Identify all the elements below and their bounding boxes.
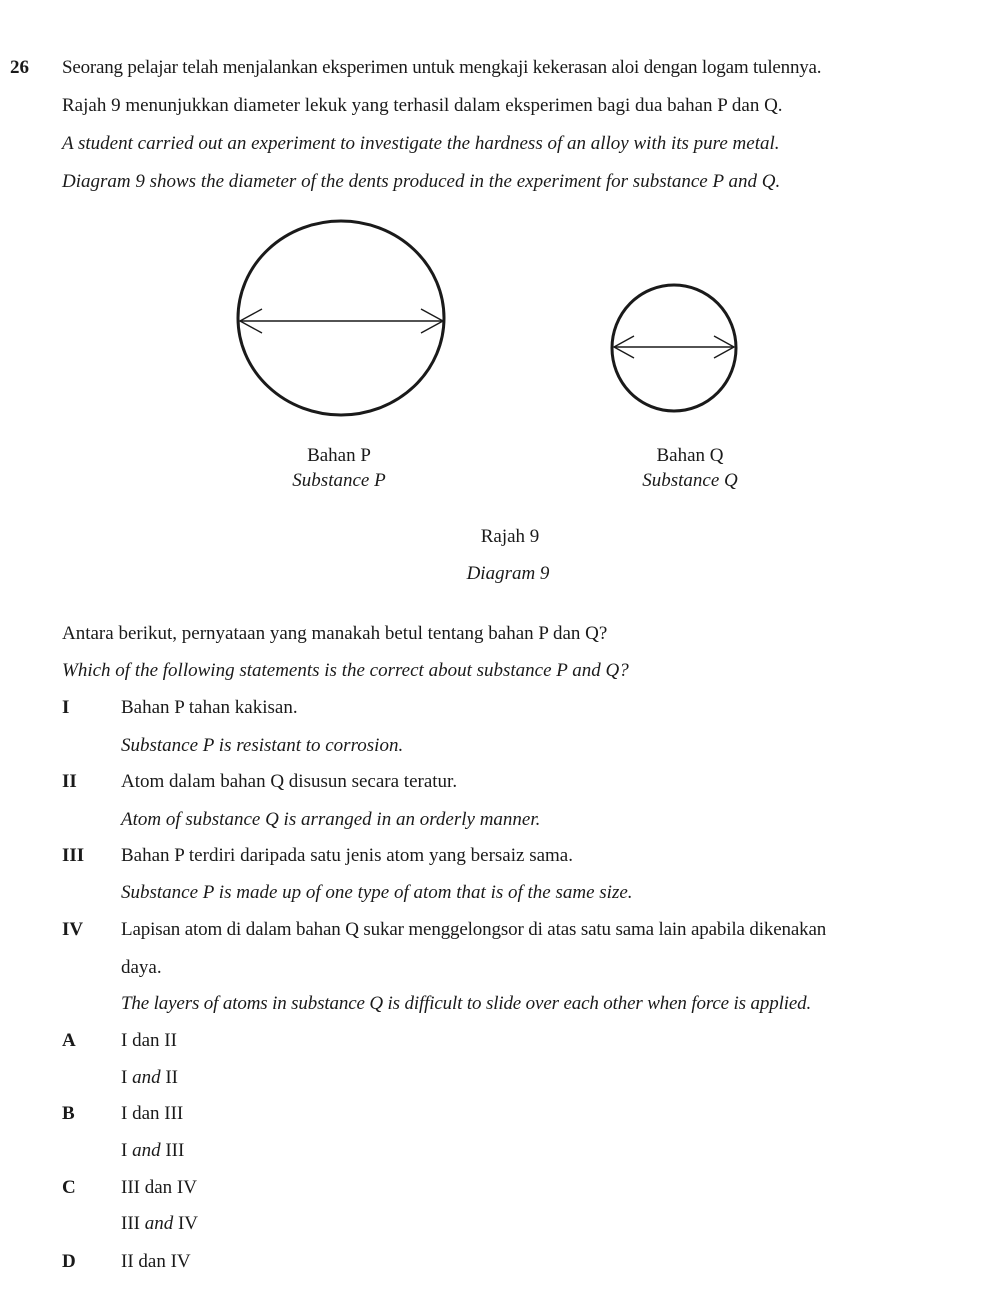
option-english	[121, 1067, 178, 1089]
statement-english: Substance P is resistant to corrosion.	[121, 735, 404, 756]
option-letter: A	[62, 1030, 76, 1051]
prompt-english: Which of the following statements is the correct about substance P and Q?	[62, 660, 629, 681]
option-letter: D	[62, 1251, 76, 1272]
dent-q-circle	[612, 285, 736, 411]
statement-number: I	[62, 697, 70, 718]
option-english-part: III	[121, 1213, 145, 1234]
question-text-malay-2: Rajah 9 menunjukkan diameter lekuk yang terhasil dalam eksperimen bagi dua bahan P dan Q.	[62, 95, 783, 116]
option-english-part: I	[121, 1140, 133, 1161]
option-english	[121, 1213, 198, 1235]
option-english-part: IV	[173, 1213, 199, 1234]
statement-malay: Lapisan atom di dalam bahan Q sukar menggelongsor di atas satu sama lain apabila dikenakan	[121, 919, 827, 940]
statement-malay: Bahan P tahan kakisan.	[121, 697, 298, 718]
option-english-part: I	[121, 1067, 133, 1088]
statement-number: III	[62, 845, 85, 866]
statement-number: II	[62, 771, 77, 792]
substance-p-label-malay: Bahan P	[307, 445, 371, 466]
option-letter: B	[62, 1103, 75, 1124]
dent-p-circle	[238, 221, 444, 415]
statement-number: IV	[62, 919, 84, 940]
prompt-malay: Antara berikut, pernyataan yang manakah betul tentang bahan P dan Q?	[62, 623, 608, 644]
option-english-part: III	[160, 1140, 185, 1161]
statement-malay: Atom dalam bahan Q disusun secara teratur.	[121, 771, 458, 792]
option-letter: C	[62, 1177, 76, 1198]
statement-english: The layers of atoms in substance Q is difficult to slide over each other when force is applied.	[121, 993, 812, 1014]
statement-english: Atom of substance Q is arranged in an orderly manner.	[121, 809, 541, 830]
diagram-caption-malay: Rajah 9	[480, 526, 540, 547]
option-english-and: and	[132, 1067, 161, 1088]
option-malay: III dan IV	[121, 1177, 197, 1198]
statement-malay-continued: daya.	[121, 957, 162, 978]
statement-english: Substance P is made up of one type of atom that is of the same size.	[121, 882, 633, 903]
option-english-and: and	[144, 1213, 174, 1234]
option-english	[121, 1140, 184, 1162]
dent-p-diameter-arrow	[240, 309, 443, 333]
question-text-english-1: A student carried out an experiment to investigate the hardness of an alloy with its pure metal.	[62, 133, 780, 154]
option-english-part: II	[160, 1067, 178, 1088]
option-malay: II dan IV	[121, 1251, 191, 1272]
substance-p-label-english: Substance P	[292, 470, 386, 491]
question-text-english-2: Diagram 9 shows the diameter of the dents produced in the experiment for substance P and Q.	[62, 171, 781, 192]
substance-q-label-malay: Bahan Q	[656, 445, 724, 466]
statement-malay: Bahan P terdiri daripada satu jenis atom yang bersaiz sama.	[121, 845, 573, 866]
diagram-caption-english: Diagram 9	[466, 563, 550, 584]
substance-q-label-english: Substance Q	[642, 470, 738, 491]
question-number: 26	[10, 57, 29, 78]
option-malay: I dan III	[121, 1103, 184, 1124]
question-text-malay-1: Seorang pelajar telah menjalankan eksperimen untuk mengkaji kekerasan aloi dengan logam tulennya.	[62, 57, 822, 78]
option-english-and: and	[132, 1140, 161, 1161]
dent-q-diameter-arrow	[614, 336, 734, 358]
option-malay: I dan II	[121, 1030, 177, 1051]
